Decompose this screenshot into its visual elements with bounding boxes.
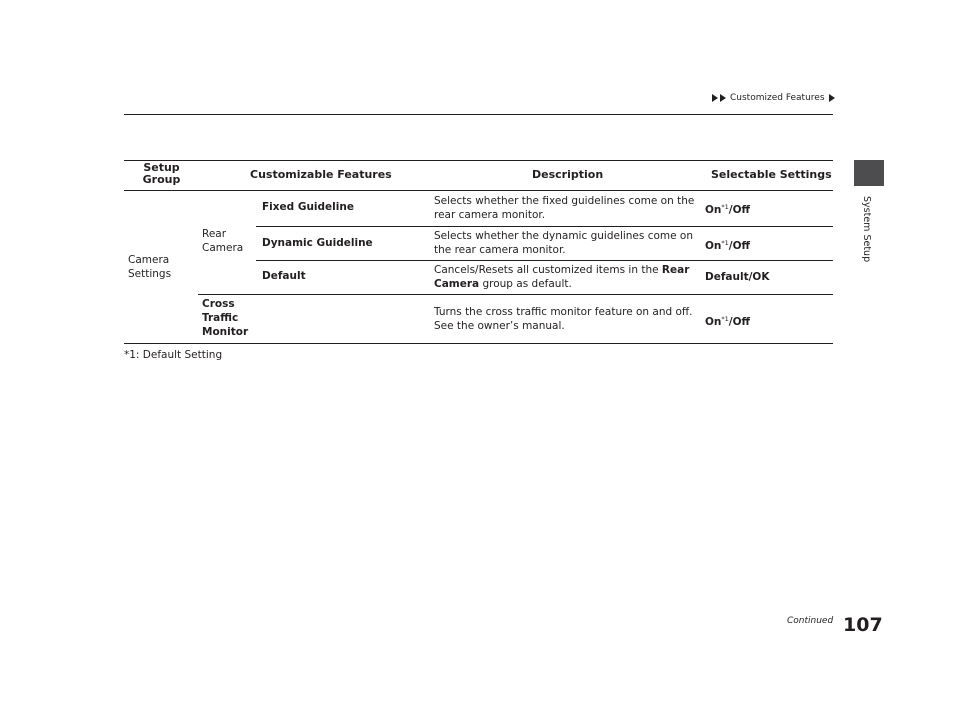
table-row-description: Selects whether the dynamic guidelines come on the rear camera monitor. [434,230,694,256]
row-divider [256,260,833,261]
table-top-rule [124,160,833,161]
table-row-setting: On$^{*1}$/Off [705,203,751,216]
subgroup-cross-traffic-monitor: Cross Traffic Monitor [202,298,249,338]
table-row-feature: Fixed Guideline [262,201,354,213]
row-divider [198,294,833,295]
header-rule [124,114,833,115]
section-tab-marker [854,160,884,186]
breadcrumb [712,93,835,103]
table-row-feature: Default [262,270,306,282]
table-row-description: Turns the cross traffic monitor feature on and off. See the owner’s manual. [434,306,693,332]
header-selectable-settings: Selectable Settings [711,168,832,181]
triangle-arrow-icon [829,94,835,102]
table-bottom-rule [124,343,833,344]
header-rule [124,190,833,191]
triangle-arrow-icon [720,94,726,102]
triangle-arrow-icon [712,94,718,102]
continued-label: Continued [787,616,834,626]
footnote: *1: Default Setting [124,349,223,361]
table-row-description: Cancels/Resets all customized items in the Rear Camera group as default. [434,264,690,290]
table-row-setting: On$^{*1}$/Off [705,239,751,252]
table-row-setting: On$^{*1}$/Off [705,315,751,328]
group-camera-settings: Camera Settings [128,254,172,280]
table-row-feature: Dynamic Guideline [262,237,373,249]
page-number: 107 [843,614,883,636]
breadcrumb-label[interactable]: Customized Features [730,93,825,103]
table-row-description: Selects whether the fixed guidelines come on the rear camera monitor. [434,195,695,221]
section-tab-label: System Setup [861,196,872,263]
header-setup-group: Setup Group [142,161,181,186]
subgroup-rear-camera: Rear Camera [202,228,244,254]
header-customizable-features: Customizable Features [250,168,392,181]
header-description: Description [532,168,604,181]
row-divider [256,226,833,227]
table-row-setting: Default/OK [705,271,770,283]
